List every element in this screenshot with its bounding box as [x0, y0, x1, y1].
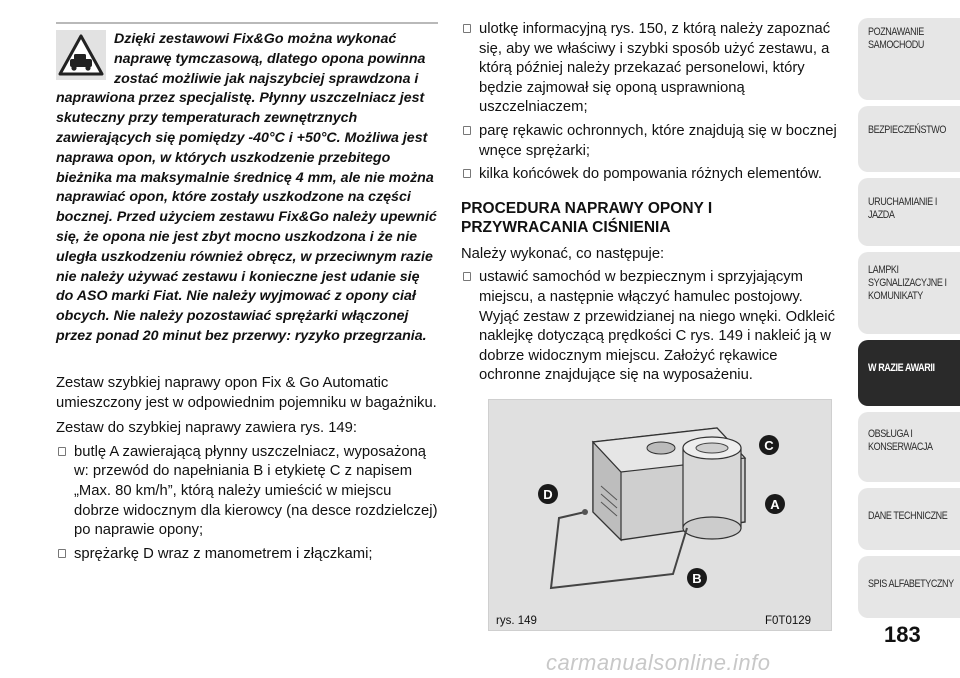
procedure-steps [461, 268, 843, 386]
tab-poznawanie-samochodu[interactable]: POZNAWANIE SAMOCHODU [858, 18, 960, 100]
tab-lampki-sygnalizacyjne[interactable]: LAMPKI SYGNALIZACYJNE I KOMUNIKATY [858, 252, 960, 334]
figure-149 [488, 399, 832, 631]
warning-top-rule [56, 22, 438, 24]
tab-spis-alfabetyczny[interactable]: SPIS ALFABETYCZNY [858, 556, 960, 618]
svg-text:B: B [692, 571, 702, 586]
svg-text:A: A [770, 497, 780, 512]
tab-bezpieczenstwo[interactable]: BEZPIECZEŃSTWO [858, 106, 960, 172]
svg-text:C: C [764, 438, 774, 453]
checkbox-bullet-icon [463, 169, 471, 178]
checkbox-bullet-icon [463, 126, 471, 135]
list-item: ustawić samochód w bezpiecznym i sprzyjającym miejscu, a następnie włączyć hamulec postojowy. Wyjąć zestaw z przewidzianej na niego wnęki. Odkleić naklejkę dotyczącą prędkości C rys. 149 i nakleić ją w dobrze widocznym miejscu. Założyć rękawice ochronne znajdujące się na wyposażeniu. [461, 268, 843, 386]
procedure-intro: Należy wykonać, co następuje: [461, 245, 665, 262]
figure-label-a [765, 494, 785, 514]
list-item: ulotkę informacyjną rys. 150, z którą należy zapoznać się, aby we właściwy i szybki sposób użyć zestawu, a którą później należy przekazać personelowi, który będzie zajmował się oponą usprawnioną uszczelniaczem; [461, 20, 843, 118]
kit-contents-list-continued [461, 20, 843, 185]
warning-icon-wrap [56, 30, 114, 86]
figure-label-b [687, 568, 707, 588]
list-item: butlę A zawierającą płynny uszczelniacz, wyposażoną w: przewód do napełniania B i etykietę C z napisem „Max. 80 km/h”, którą należy umieścić w miejscu dobrze widocznym dla kierowcy (na desce rozdzielczej) po naprawie opony; [56, 443, 440, 541]
tab-dane-techniczne[interactable]: DANE TECHNICZNE [858, 488, 960, 550]
figure-caption: rys. 149 [496, 615, 537, 627]
checkbox-bullet-icon [58, 447, 66, 456]
list-item: parę rękawic ochronnych, które znajdują się w bocznej wnęce sprężarki; [461, 122, 843, 161]
right-column [461, 20, 843, 390]
kit-contents-list [56, 443, 440, 565]
checkbox-bullet-icon [463, 24, 471, 33]
page-number: 183 [884, 622, 921, 647]
compressor-kit-illustration [489, 400, 833, 632]
kit-contents-intro: Zestaw do szybkiej naprawy zawiera rys. 149: [56, 420, 357, 437]
watermark: carmanualsonline.info [546, 650, 771, 675]
list-item: sprężarkę D wraz z manometrem i złączkami; [56, 545, 440, 565]
checkbox-bullet-icon [58, 549, 66, 558]
figure-label-c [759, 435, 779, 455]
warning-block [56, 30, 440, 347]
figure-label-d [538, 484, 558, 504]
intro-paragraph: Zestaw szybkiej naprawy opon Fix & Go Automatic umieszczony jest w odpowiednim pojemniku w bagażniku. [56, 375, 437, 411]
left-body [56, 374, 440, 568]
warning-triangle-car-icon [56, 30, 106, 80]
tab-uruchamianie-i-jazda[interactable]: URUCHAMIANIE I JAZDA [858, 178, 960, 246]
section-heading: PROCEDURA NAPRAWY OPONY I PRZYWRACANIA CIŚNIENIA [461, 199, 713, 236]
figure-code: F0T0129 [765, 615, 812, 627]
svg-text:D: D [543, 487, 553, 502]
list-item: kilka końcówek do pompowania różnych elementów. [461, 165, 843, 185]
checkbox-bullet-icon [463, 272, 471, 281]
tab-w-razie-awarii[interactable]: W RAZIE AWARII [858, 340, 960, 406]
tab-obsluga-i-konserwacja[interactable]: OBSŁUGA I KONSERWACJA [858, 412, 960, 482]
warning-text: Dzięki zestawowi Fix&Go można wykonać naprawę tymczasową, dlatego opona powinna zostać możliwie jak najszybciej sprawdzona i naprawiona przez specjalistę. Płynny uszczelniacz jest skuteczny przy temperaturach zewnętrznych zawierających się pomiędzy -40°C i +50°C. Możliwa jest naprawa opon, w których uszkodzenie przebitego bieżnika ma maksymalnie średnicę 4 mm, ale nie można naprawiać opon, które zostały uszkodzone na części bocznej. Przed użyciem zestawu Fix&Go należy upewnić się, że opona nie jest zbyt mocno uszkodzona i że nie uległa uszkodzeniu również obręcz, w przeciwnym razie nie należy używać zestawu i konieczne jest udanie się do ASO marki Fiat. Nie należy wyjmować z opony ciał obcych. Nie należy pozostawiać sprężarki włączonej przez ponad 20 minut bez przerwy: ryzyko przegrzania. [56, 31, 437, 344]
